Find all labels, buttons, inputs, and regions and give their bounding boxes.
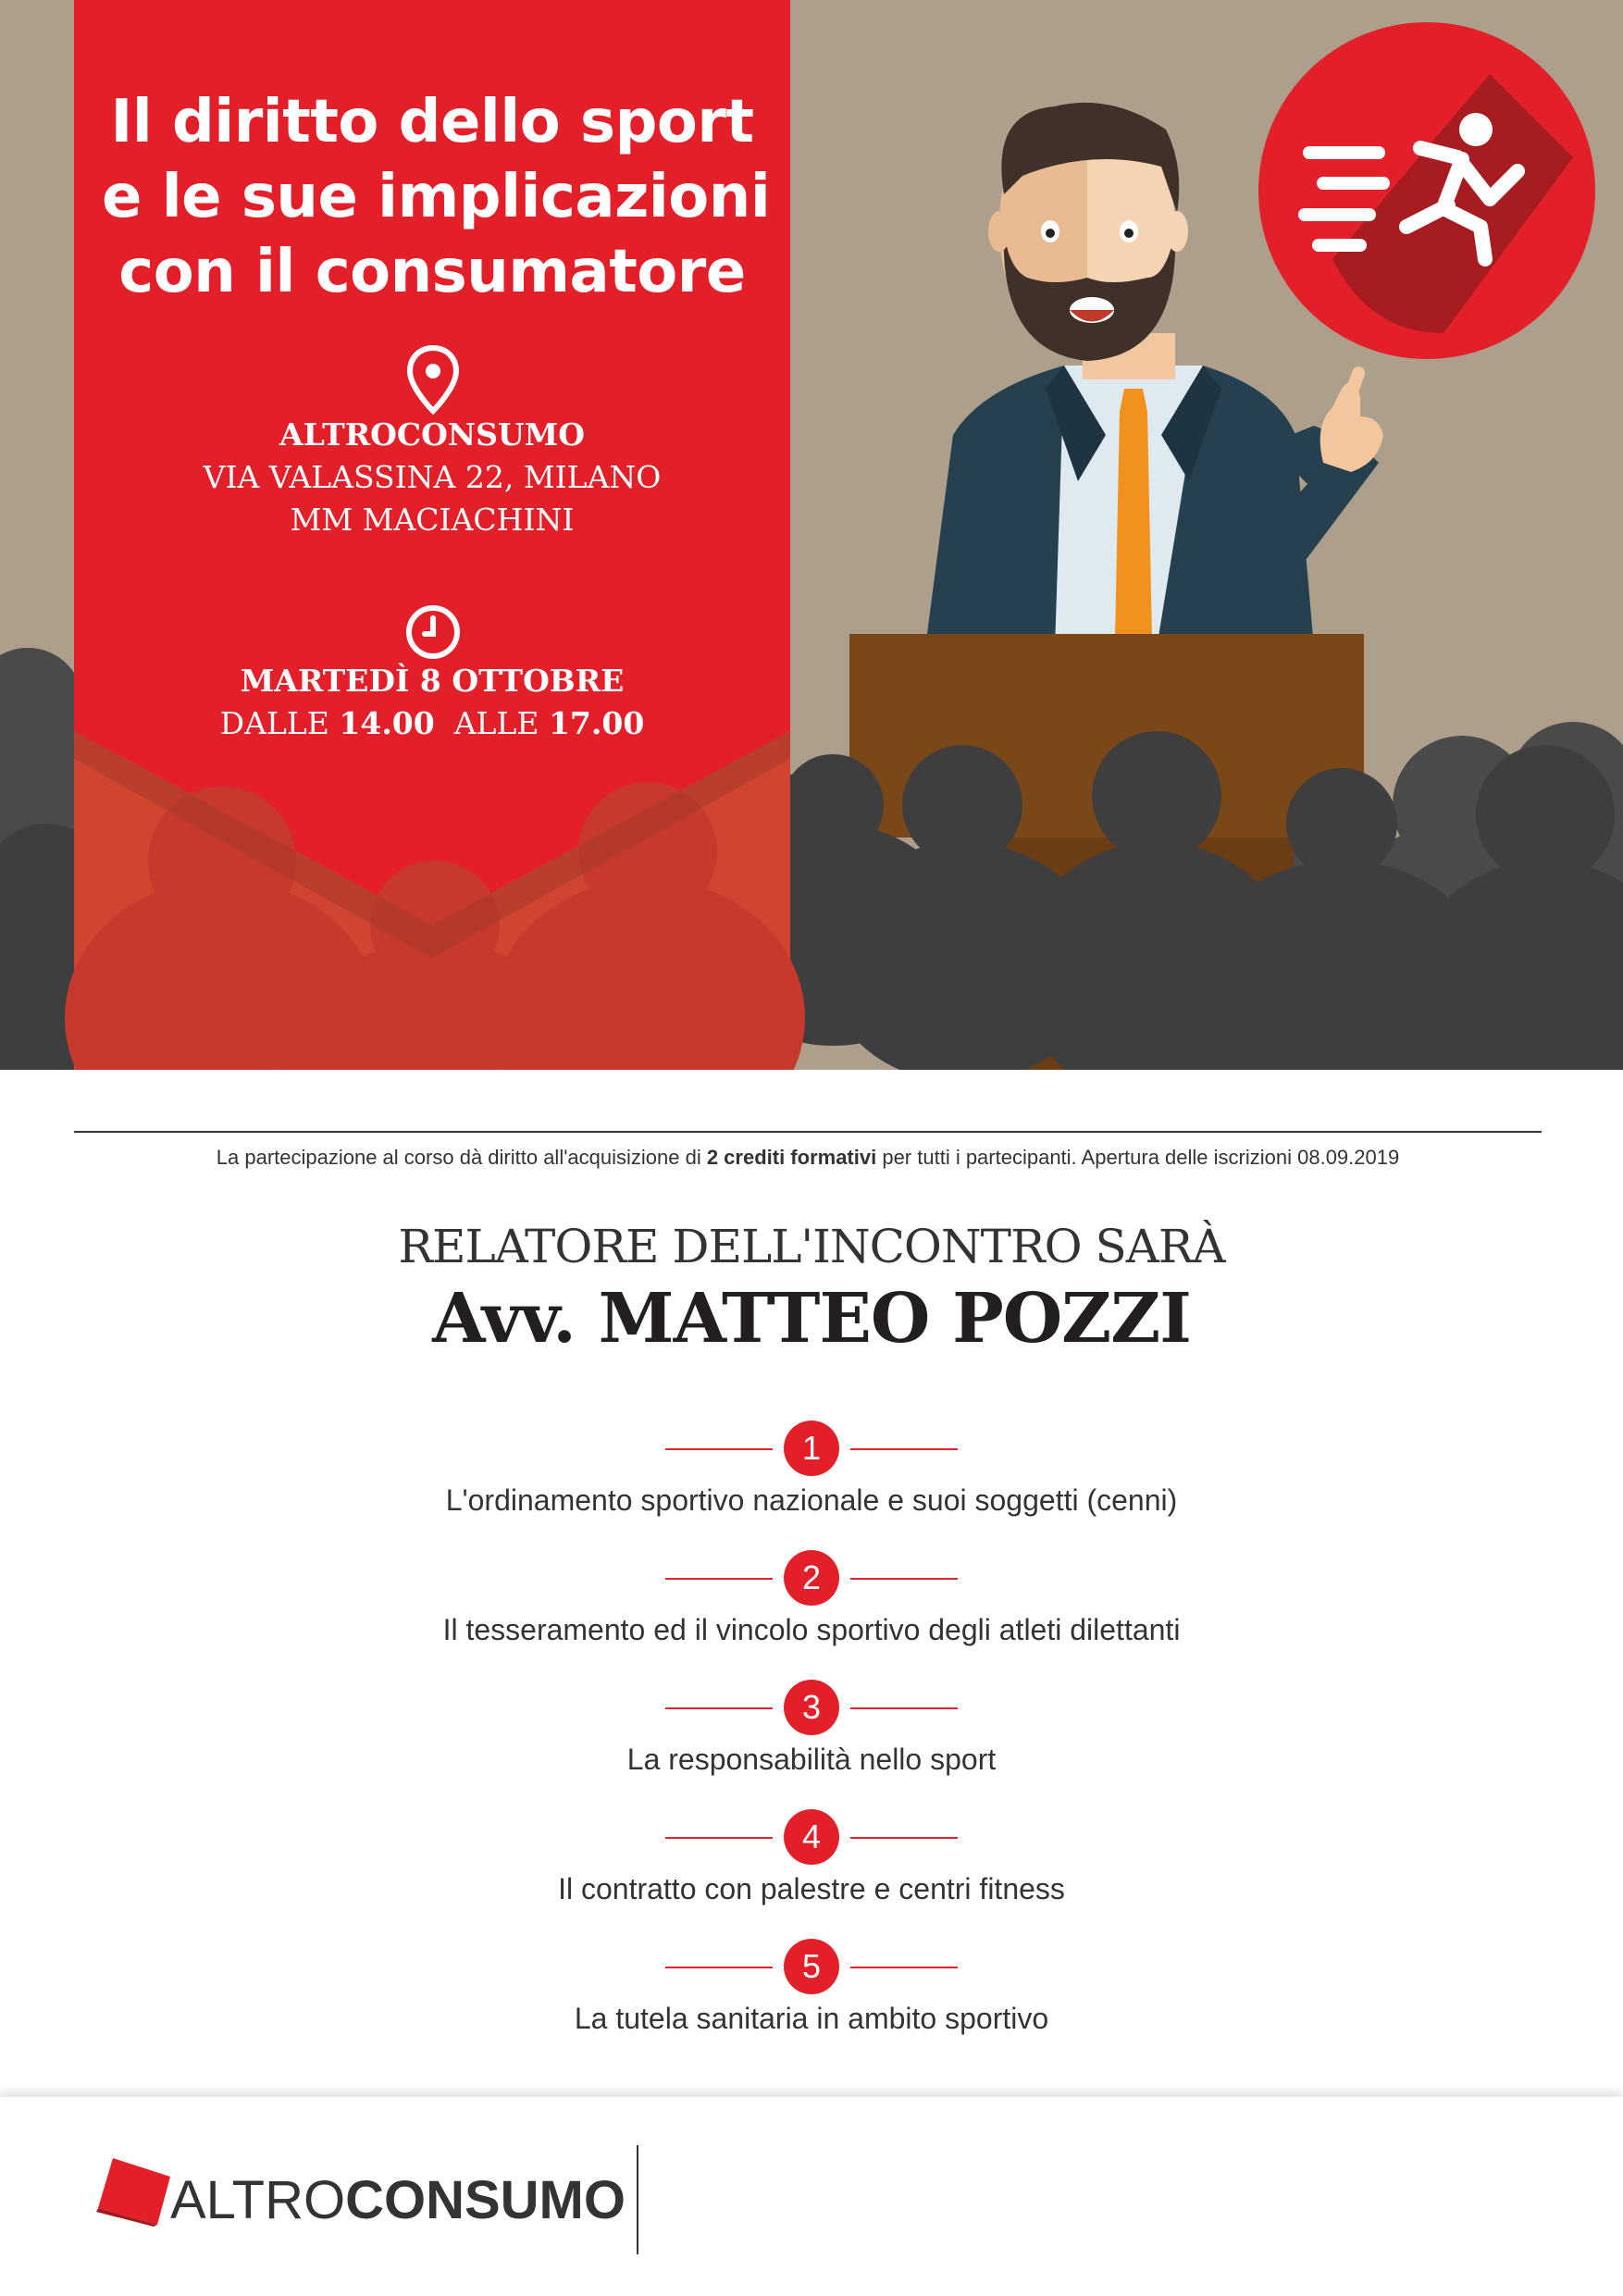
topic-number: 2	[784, 1550, 839, 1606]
location-name: ALTROCONSUMO	[279, 416, 585, 453]
topic-label: La responsabilità nello sport	[626, 1743, 997, 1776]
topic-number: 5	[784, 1939, 839, 1994]
time-to-label: ALLE	[453, 705, 539, 741]
topic-item	[0, 1550, 1623, 1661]
hero-banner	[0, 0, 1623, 1070]
topic-rule-left	[665, 1707, 773, 1709]
topic-rule-right	[850, 1578, 958, 1580]
time-from-label: DALLE	[219, 705, 329, 741]
topic-rule-right	[850, 1707, 958, 1709]
topic-number: 4	[784, 1809, 839, 1865]
topic-label: L'ordinamento sportivo nazionale e suoi soggetti (cenni)	[445, 1483, 1178, 1517]
altroconsumo-logo-icon	[96, 2156, 172, 2227]
map-pin-icon	[405, 344, 461, 415]
clock-icon	[404, 603, 462, 661]
title-line-2: e le sue implicazioni	[102, 163, 771, 231]
topic-item	[0, 1939, 1623, 2050]
topic-item	[0, 1809, 1623, 1920]
note-text-before: La partecipazione al corso dà diritto all'acquisizione di	[216, 1146, 707, 1169]
title-line-3: con il consumatore	[118, 238, 746, 306]
separator-line	[74, 1131, 1542, 1133]
topic-item	[0, 1421, 1623, 1532]
topic-number: 3	[784, 1680, 839, 1735]
topic-rule-right	[850, 1448, 958, 1450]
topic-rule-right	[850, 1967, 958, 1968]
time-from: 14.00	[339, 705, 435, 741]
speaker-name: Avv. MATTEO POZZI	[432, 1279, 1191, 1359]
logo-text-light: ALTRO	[170, 2170, 346, 2230]
topic-rule-left	[665, 1578, 773, 1580]
topic-item	[0, 1680, 1623, 1791]
topic-label: Il tesseramento ed il vincolo sportivo degli atleti dilettanti	[442, 1613, 1181, 1646]
topic-rule-left	[665, 1967, 773, 1968]
footer-divider	[637, 2145, 638, 2254]
topic-label: La tutela sanitaria in ambito sportivo	[574, 2002, 1049, 2035]
address-line-1: VIA VALASSINA 22, MILANO	[203, 459, 662, 495]
event-date: MARTEDÌ 8 OTTOBRE	[240, 663, 625, 699]
event-time	[102, 705, 762, 741]
note-text-after: per tutti i partecipanti. Apertura delle iscrizioni 08.09.2019	[876, 1146, 1400, 1169]
logo-text-bold: CONSUMO	[345, 2170, 626, 2230]
title-line-1: Il diritto dello sport	[110, 88, 754, 156]
footer-logo	[170, 2169, 626, 2231]
topic-rule-left	[665, 1448, 773, 1450]
event-title	[102, 85, 771, 310]
note-highlight: 2 crediti formativi	[706, 1146, 877, 1169]
topic-number: 1	[784, 1421, 839, 1476]
topic-label: Il contratto con palestre e centri fitness	[558, 1872, 1065, 1905]
credits-note	[74, 1146, 1542, 1170]
running-man-icon	[1258, 22, 1595, 359]
topic-rule-right	[850, 1837, 958, 1839]
speaker-intro: RELATORE DELL'INCONTRO SARÀ	[398, 1220, 1225, 1273]
address-line-2: MM MACIACHINI	[290, 502, 575, 538]
time-to: 17.00	[548, 705, 645, 741]
topic-rule-left	[665, 1837, 773, 1839]
